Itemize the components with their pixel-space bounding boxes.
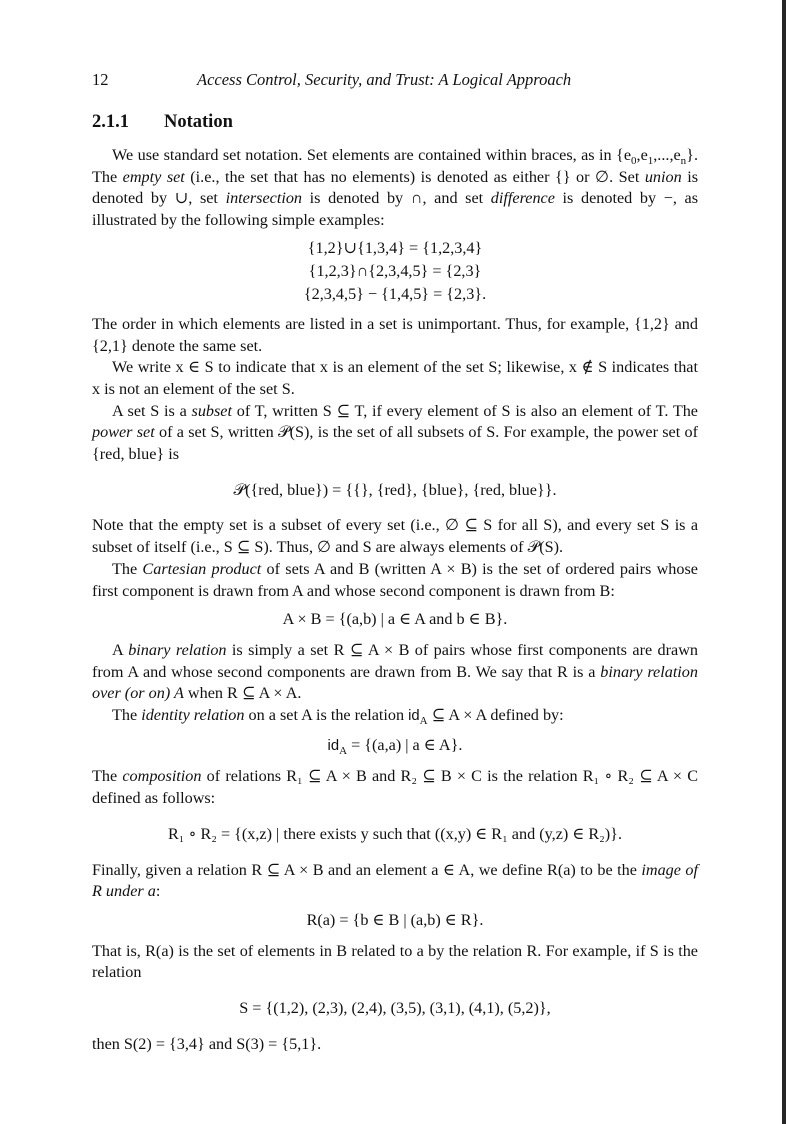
section-heading <box>92 112 233 133</box>
paragraph-subset: A set S is a subset of T, written S ⊆ T, if every element of S is also an element of T. The power set of a set S, written 𝒫(S), is the set of all subsets of S. For example, the power set of {red, blue} is <box>92 401 698 464</box>
page-header <box>92 70 698 92</box>
equation-power-set: 𝒫({red, blue}) = {{}, {red}, {blue}, {red, blue}}. <box>233 480 557 499</box>
paragraph-composition: The composition of relations R₁ ⊆ A × B and R₂ ⊆ B × C is the relation R₁ ∘ R₂ ⊆ A × C defined as follows: <box>92 767 698 808</box>
paragraph-image: Finally, given a relation R ⊆ A × B and an element a ∈ A, we define R(a) to be the image of R under a: <box>92 860 699 901</box>
equation-intersection: {1,2,3}∩{2,3,4,5} = {2,3} <box>308 261 482 280</box>
paragraph-membership: We write x ∈ S to indicate that x is an element of the set S; likewise, x ∉ S indicates that x is not an element of the set S. <box>92 358 698 398</box>
body-text <box>92 145 698 1056</box>
viewer-border <box>782 0 786 1124</box>
paragraph-set-notation: We use standard set notation. Set elements are contained within braces, as in $\{e_0,e_1,...,e_n\}$. The empty set (i.e., the set that has no elements) is denoted as either {} or ∅. Set union is denoted by ∪, set intersection is denoted by ∩, and set difference is denoted by −, as illustrated by the following simple examples: <box>92 146 698 230</box>
equation-set-examples <box>92 237 698 306</box>
paragraph-empty-set: Note that the empty set is a subset of every set (i.e., ∅ ⊆ S for all S), and every set S is a subset of itself (i.e., S ⊆ S). Thus, ∅ and S are always elements of 𝒫(S). <box>92 516 698 557</box>
equation-relation-s: S = {(1,2), (2,3), (2,4), (3,5), (3,1), (4,1), (5,2)}, <box>239 999 551 1018</box>
paragraph-image-example: That is, R(a) is the set of elements in B related to a by the relation R. For example, if S is the relation <box>92 941 698 982</box>
equation-union: {1,2}∪{1,3,4} = {1,2,3,4} <box>307 238 483 257</box>
paragraph-binary-relation: A binary relation is simply a set R ⊆ A × B of pairs whose first components are drawn from A and whose second components are drawn from B. We say that R is a binary relation over (or on) A when R ⊆ A × A. <box>92 640 699 703</box>
paragraph-identity: The identity relation on a set A is the relation $id_A$ ⊆ A × A defined by: <box>112 706 564 728</box>
paragraph-order: The order in which elements are listed in a set is unimportant. Thus, for example, {1,2} and {2,1} denote the same set. <box>92 314 698 355</box>
running-title: Access Control, Security, and Trust: A Logical Approach <box>197 70 572 89</box>
section-number: 2.1.1 <box>92 112 129 132</box>
equation-composition: R₁ ∘ R₂ = {(x,z) | there exists y such that ((x,y) ∈ R₁ and (y,z) ∈ R₂)}. <box>167 824 622 843</box>
paragraph-result: then S(2) = {3,4} and S(3) = {5,1}. <box>92 1034 322 1053</box>
paragraph-cartesian: The Cartesian product of sets A and B (written A × B) is the set of ordered pairs whose first component is drawn from A and whose second component is drawn from B: <box>92 559 698 600</box>
equation-image: R(a) = {b ∈ B | (a,b) ∈ R}. <box>306 910 484 929</box>
section-title: Notation <box>164 112 233 132</box>
equation-difference: {2,3,4,5} − {1,4,5} = {2,3}. <box>303 284 487 303</box>
equation-identity: $id_A = \{(a,a)$ | a ∈ A}. <box>327 735 463 757</box>
page-number: 12 <box>92 70 109 89</box>
equation-cartesian: A × B = {(a,b) | a ∈ A and b ∈ B}. <box>282 610 508 629</box>
